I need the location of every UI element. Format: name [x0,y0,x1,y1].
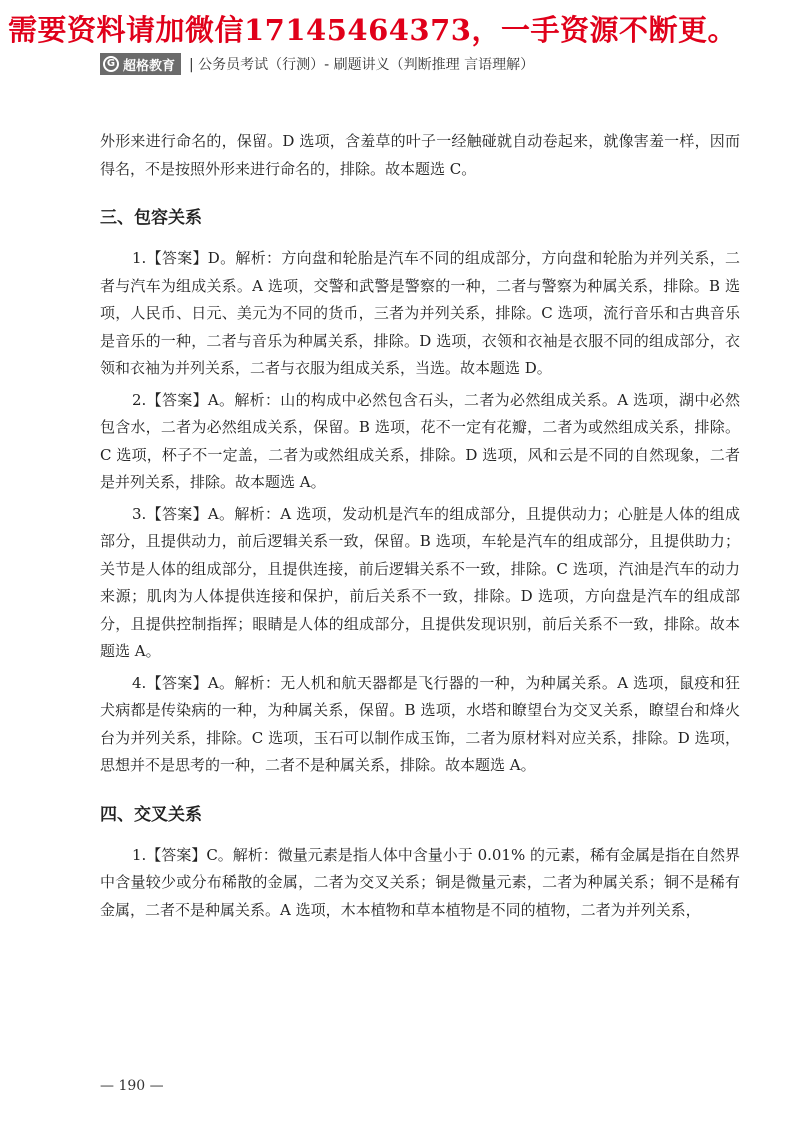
logo-icon: G [103,56,119,72]
promo-banner: 需要资料请加微信17145464373，一手资源不断更。 [8,13,737,47]
answer-paragraph: 3.【答案】A。解析：A 选项，发动机是汽车的组成部分，且提供动力；心脏是人体的组成部分，且提供动力，前后逻辑关系一致，保留。B 选项，车轮是汽车的组成部分，且提供助力；关节是人体的组成部分，且提供连接，前后逻辑关系不一致，排除。C 选项，汽油是汽车的动力来源；肌肉为人体提供连接和保护，前后关系不一致，排除。D 选项，方向盘是汽车的组成部分，且提供控制指挥；眼睛是人体的组成部分，且提供发现识别，前后关系不一致，排除。故本题选 A。 [100,504,740,660]
page-content [100,128,740,924]
publisher-logo [100,53,181,75]
page-number: — 190 — [100,1078,164,1094]
section-heading-intersection: 四、交叉关系 [100,804,202,825]
answer-paragraph: 1.【答案】D。解析：方向盘和轮胎是汽车不同的组成部分，方向盘和轮胎为并列关系，二者与汽车为组成关系。A 选项，交警和武警是警察的一种，二者与警察为种属关系，排除。B 选项，人民币、日元、美元为不同的货币，三者为并列关系，排除。C 选项，流行音乐和古典音乐是音乐的一种，二者与音乐为种属关系，排除。D 选项，衣领和衣袖是衣服不同的组成部分，衣领和衣袖为并列关系，二者与衣服为组成关系，当选。故本题选 D。 [100,249,740,377]
section-heading-inclusion: 三、包容关系 [100,208,202,228]
book-title: | 公务员考试（行测）- 刷题讲义（判断推理 言语理解） [189,57,535,73]
answer-paragraph: 4.【答案】A。解析：无人机和航天器都是飞行器的一种，为种属关系。A 选项，鼠疫和狂犬病都是传染病的一种，为种属关系，保留。B 选项，水塔和瞭望台为交叉关系，瞭望台和烽火台为并列关系，排除。C 选项，玉石可以制作成玉饰，二者为原材料对应关系，排除。D 选项，思想并不是思考的一种，二者不是种属关系，排除。故本题选 A。 [100,673,740,774]
logo-text: 超格教育 [123,58,176,74]
answer-paragraph: 1.【答案】C。解析：微量元素是指人体中含量小于 0.01% 的元素，稀有金属是指在自然界中含量较少或分布稀散的金属，二者为交叉关系；铜是微量元素，二者为种属关系；铜不是稀有金属，二者不是种属关系。A 选项，木本植物和草本植物是不同的植物，二者为并列关系， [100,845,740,919]
answer-paragraph: 2.【答案】A。解析：山的构成中必然包含石头，二者为必然组成关系。A 选项，湖中必然包含水，二者为必然组成关系，保留。B 选项，花不一定有花瓣，二者为或然组成关系，排除。C 选项，杯子不一定盖，二者为或然组成关系，排除。D 选项，风和云是不同的自然现象，二者是并列关系，排除。故本题选 A。 [100,390,740,491]
intro-paragraph: 外形来进行命名的，保留。D 选项，含羞草的叶子一经触碰就自动卷起来，就像害羞一样，因而得名，不是按照外形来进行命名的，排除。故本题选 C。 [100,132,740,178]
page-header [100,52,534,76]
